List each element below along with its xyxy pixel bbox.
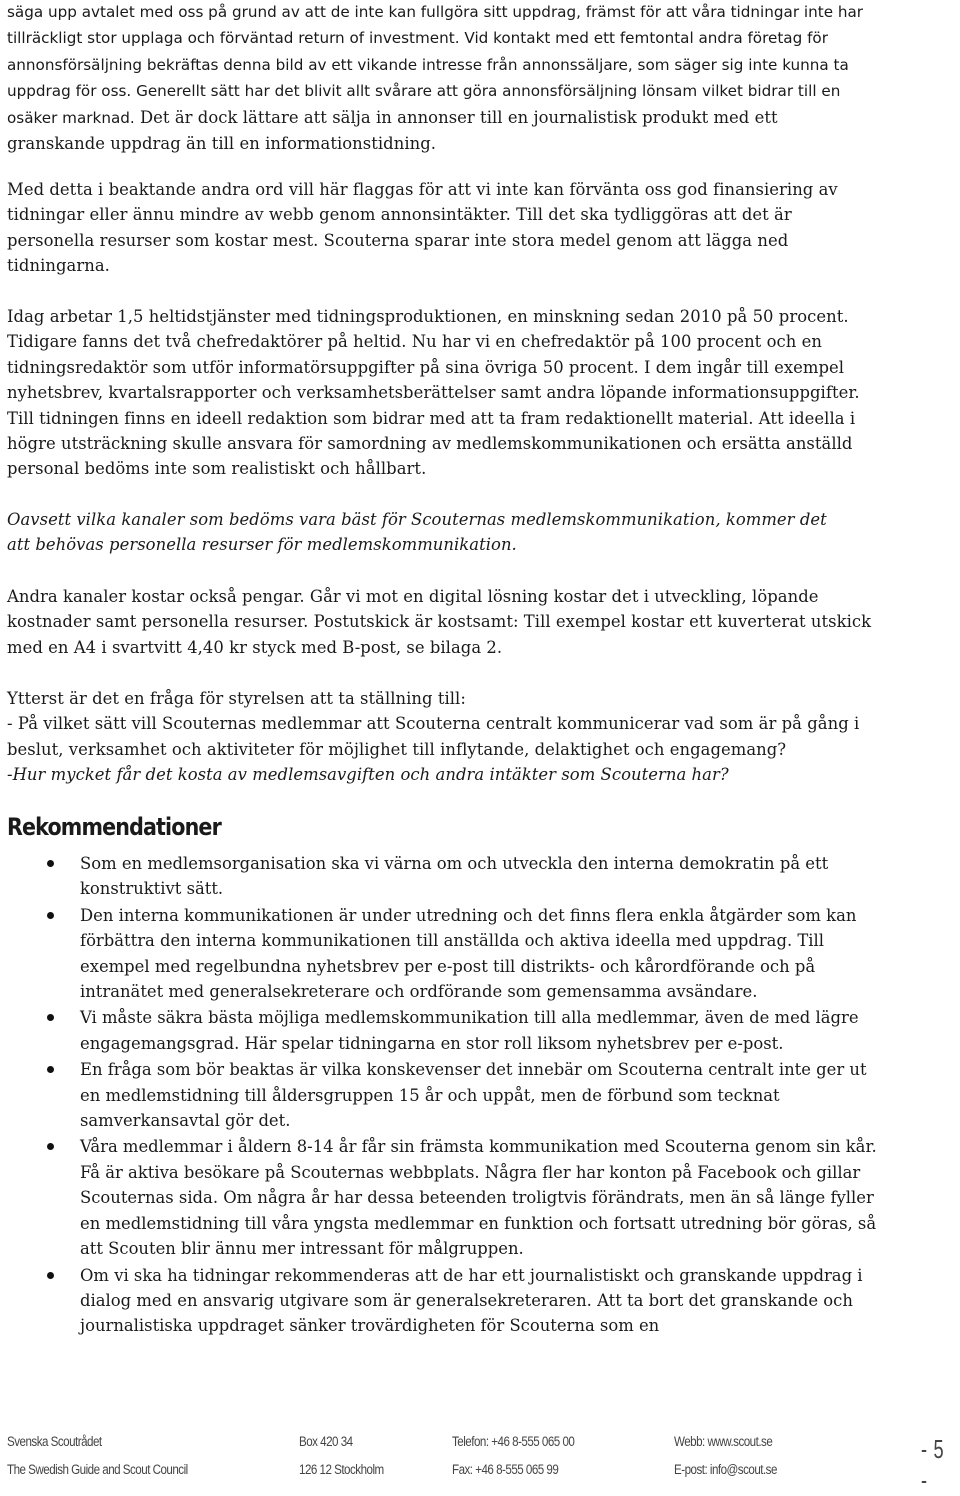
bullet-icon bbox=[47, 912, 54, 919]
page-number: - 5 - bbox=[921, 1434, 945, 1495]
list-item-text: Våra medlemmar i åldern 8-14 år får sin främsta kommunikation med Scouterna genom sin kår. Få är aktiva besökare på Scouternas webbplats. Några fler har konton på Facebook och gillar Scouternas sida. Om några år har dessa beteenden troligtvis förändrats, men än så länge fyller en medlemstidning till våra yngsta medlemmar en funktion och fortsatt utredning bör göras, så att Scouten blir ännu mer intressant för målgruppen. bbox=[80, 1137, 877, 1259]
bullet-icon bbox=[47, 1014, 54, 1021]
recommendations-list bbox=[0, 851, 880, 1340]
list-item bbox=[0, 1005, 880, 1056]
paragraph-advertising-part-b: Det är dock lättare att sälja in annonser till en journalistisk produkt med ett granskande uppdrag än till en informationstidning. bbox=[7, 107, 778, 154]
paragraph-advertising-sans: Generellt sätt har det blivit allt svårare att göra annonsförsäljning lönsam vilket bidrar till en osäker marknad. bbox=[7, 82, 841, 127]
list-item-text: Som en medlemsorganisation ska vi värna om och utveckla den interna demokratin på ett konstruktivt sätt. bbox=[80, 854, 829, 899]
footer-organization bbox=[7, 1428, 188, 1484]
paragraph-advertising bbox=[7, 0, 875, 156]
footer-box: Box 420 34 bbox=[299, 1434, 353, 1449]
board-question-2: -Hur mycket får det kosta av medlemsavgiften och andra intäkter som Scouterna har? bbox=[7, 765, 729, 785]
footer-fax: Fax: +46 8-555 065 99 bbox=[452, 1462, 559, 1477]
list-item bbox=[0, 903, 880, 1005]
paragraph-advertising-part-a: säga upp avtalet med oss på grund av att de inte kan fullgöra sitt uppdrag, främst för att våra tidningar inte har tillräckligt stor upplaga och förväntad return of investment. Vid kontakt med ett femtontal andra företag för annonsförsäljning bekräftas denna bild av ett vikande intresse från annonssäljare, som säger sig inte kunna ta uppdrag för oss. bbox=[7, 3, 864, 101]
paragraph-conclusion-italic: Oavsett vilka kanaler som bedöms vara bäst för Scouternas medlemskommunikation, kommer det att behövas personella resurser för medlemskommunikation. bbox=[7, 510, 827, 555]
footer-phone-fax bbox=[452, 1428, 574, 1484]
bullet-icon bbox=[47, 1066, 54, 1073]
list-item-text: En fråga som bör beaktas är vilka konskevenser det innebär om Scouterna centralt inte ger ut en medlemstidning till åldersgruppen 15 år och uppåt, men de förbund som tecknat samverkansavtal gör det. bbox=[80, 1060, 867, 1131]
paragraph-other-channels: Andra kanaler kostar också pengar. Går vi mot en digital lösning kostar det i utveckling, löpande kostnader samt personella resurser. Postutskick är kostsamt: Till exempel kostar ett kuverterat utskick med en A4 i svartvitt 4,40 kr styck med B-post, se bilaga 2. bbox=[7, 587, 872, 657]
page-footer bbox=[7, 1428, 957, 1495]
footer-org-english: The Swedish Guide and Scout Council bbox=[7, 1462, 188, 1477]
list-item bbox=[0, 1263, 880, 1339]
footer-phone: Telefon: +46 8-555 065 00 bbox=[452, 1434, 575, 1449]
footer-address bbox=[299, 1428, 384, 1484]
paragraph-staffing: Idag arbetar 1,5 heltidstjänster med tidningsproduktionen, en minskning sedan 2010 på 50 procent. Tidigare fanns det två chefredaktörer på heltid. Nu har vi en chefredaktör på 100 procent och en tidningsredaktör som utför informatörsuppgifter på sina övriga 50 procent. I dem ingår till exempel nyhetsbrev, kvartalsrapporter och verksamhetsberättelser samt andra löpande informationsuppgifter. Till tidningen finns en ideell redaktion som bidrar med att ta fram redaktionellt material. Att ideella i högre utsträckning skulle ansvara för samordning av medlemskommunikationen och ersätta anställd personal bedöms inte som realistiskt och hållbart. bbox=[7, 307, 860, 479]
board-question-1: - På vilket sätt vill Scouternas medlemmar att Scouterna centralt kommunicerar vad som är på gång i beslut, verksamhet och aktiviteter för möjlighet till inflytande, delaktighet och engagemang? bbox=[7, 714, 860, 759]
footer-email-link[interactable]: E-post: info@scout.se bbox=[674, 1462, 777, 1477]
footer-org-swedish: Svenska Scoutrådet bbox=[7, 1434, 102, 1449]
board-questions bbox=[7, 686, 877, 788]
list-item bbox=[0, 1134, 880, 1261]
list-item-text: Vi måste säkra bästa möjliga medlemskommunikation till alla medlemmar, även de med lägre engagemangsgrad. Här spelar tidningarna en stor roll liksom nyhetsbrev per e-post. bbox=[80, 1008, 859, 1053]
bullet-icon bbox=[47, 860, 54, 867]
paragraph-financing: Med detta i beaktande andra ord vill här flaggas för att vi inte kan förvänta oss god finansiering av tidningar eller ännu mindre av webb genom annonsintäkter. Till det ska tydliggöras att det är personella resurser som kostar mest. Scouterna sparar inte stora medel genom att lägga ned tidningarna. bbox=[7, 180, 838, 276]
bullet-icon bbox=[47, 1143, 54, 1150]
board-questions-intro: Ytterst är det en fråga för styrelsen att ta ställning till: bbox=[7, 689, 466, 708]
recommendations-heading: Rekommendationer bbox=[7, 813, 221, 841]
list-item-text: Om vi ska ha tidningar rekommenderas att de har ett journalistiskt och granskande uppdrag i dialog med en ansvarig utgivare som är generalsekreteraren. Att ta bort det granskande och journalistiska uppdraget sänker trovärdigheten för Scouterna som en bbox=[80, 1265, 863, 1336]
list-item bbox=[0, 1057, 880, 1133]
footer-city: 126 12 Stockholm bbox=[299, 1462, 384, 1477]
footer-web-email bbox=[674, 1428, 777, 1484]
list-item bbox=[0, 851, 880, 902]
footer-web-link[interactable]: Webb: www.scout.se bbox=[674, 1434, 773, 1449]
bullet-icon bbox=[47, 1272, 54, 1279]
list-item-text: Den interna kommunikationen är under utredning och det finns flera enkla åtgärder som kan förbättra den interna kommunikationen till anställda och aktiva ideella med uppdrag. Till exempel med regelbundna nyhetsbrev per e-post till distrikts- och kårordförande och på intranätet med generalsekreterare och ordförande som gemensamma avsändare. bbox=[80, 905, 857, 1002]
